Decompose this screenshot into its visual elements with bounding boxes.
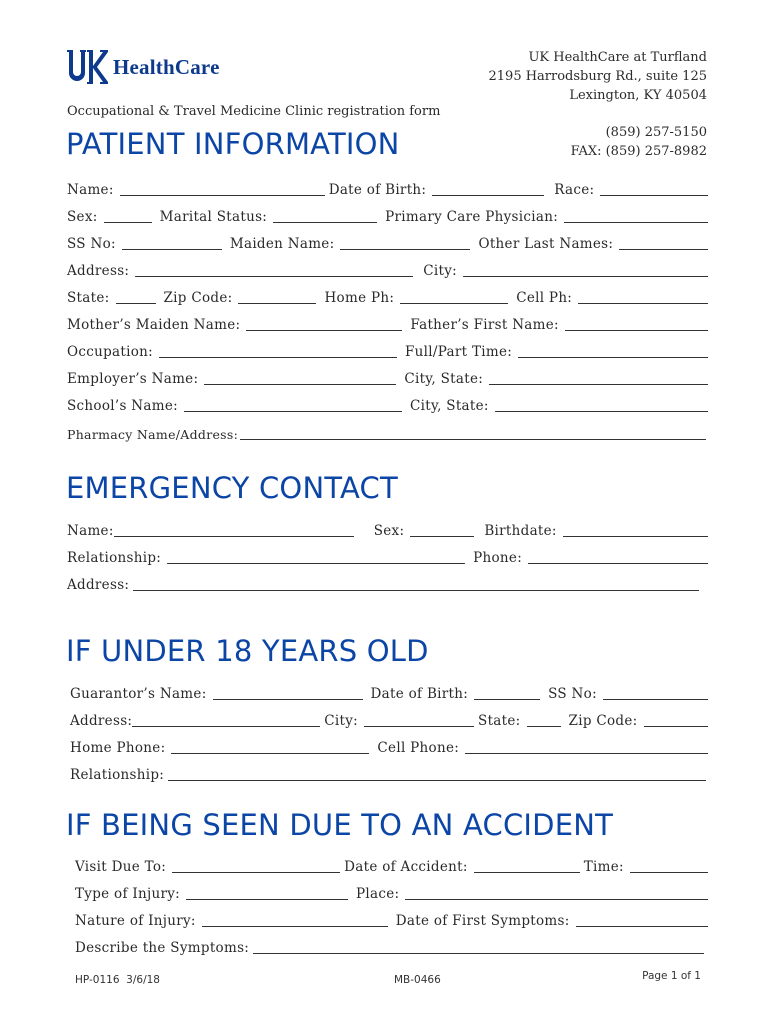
logo-text: HealthCare <box>113 54 220 79</box>
label: State: <box>478 713 521 729</box>
dob-field[interactable] <box>432 181 544 196</box>
label: Guarantor’s Name: <box>70 686 207 702</box>
accident-time-field[interactable] <box>630 858 708 873</box>
patient-row-4 <box>67 261 708 279</box>
guarantor-home-phone-field[interactable] <box>171 739 369 754</box>
label: Time: <box>583 859 624 875</box>
patient-row-7 <box>67 342 708 360</box>
employer-field[interactable] <box>204 370 396 385</box>
label: Address: <box>67 577 130 593</box>
label: City, State: <box>404 371 484 387</box>
label: Primary Care Physician: <box>385 209 559 225</box>
section-title-emergency: EMERGENCY CONTACT <box>66 471 398 505</box>
label: Describe the Symptoms: <box>75 940 250 956</box>
label: Date of First Symptoms: <box>395 913 570 929</box>
uk-healthcare-logo <box>67 48 220 86</box>
patient-row-8 <box>67 369 708 387</box>
home-phone-field[interactable] <box>400 289 508 304</box>
address-line: 2195 Harrodsburg Rd., suite 125 <box>488 69 707 84</box>
label: Visit Due To: <box>75 859 167 875</box>
label: Pharmacy Name/Address: <box>67 427 239 442</box>
accident-date-field[interactable] <box>474 858 580 873</box>
label: Occupation: <box>67 344 153 360</box>
guarantor-cell-phone-field[interactable] <box>465 739 708 754</box>
guarantor-name-field[interactable] <box>213 685 363 700</box>
guarantor-city-field[interactable] <box>364 712 474 727</box>
name-field[interactable] <box>120 181 325 196</box>
label: Sex: <box>67 209 98 225</box>
label: Date of Birth: <box>328 182 427 198</box>
label: Employer’s Name: <box>67 371 199 387</box>
maiden-field[interactable] <box>340 235 470 250</box>
label: Birthdate: <box>484 523 557 539</box>
label: Relationship: <box>70 767 165 783</box>
pcp-field[interactable] <box>564 208 708 223</box>
label: Type of Injury: <box>75 886 181 902</box>
minor-row-2 <box>70 711 708 729</box>
city-field[interactable] <box>463 262 708 277</box>
occupation-field[interactable] <box>159 343 397 358</box>
patient-row-2 <box>67 207 708 225</box>
section-title-patient: PATIENT INFORMATION <box>66 127 400 161</box>
label: Other Last Names: <box>478 236 614 252</box>
cell-phone-field[interactable] <box>578 289 708 304</box>
label: Father’s First Name: <box>410 317 559 333</box>
emergency-row-3 <box>67 575 699 593</box>
clinic-contact <box>571 123 707 161</box>
ssn-field[interactable] <box>122 235 222 250</box>
father-first-field[interactable] <box>565 316 708 331</box>
patient-row-9 <box>67 396 708 414</box>
label: Cell Ph: <box>516 290 573 306</box>
section-title-accident: IF BEING SEEN DUE TO AN ACCIDENT <box>66 808 614 842</box>
label: Home Ph: <box>324 290 395 306</box>
patient-row-10 <box>67 424 708 442</box>
emergency-sex-field[interactable] <box>410 522 474 537</box>
label: Relationship: <box>67 550 162 566</box>
clinic-address <box>489 48 708 105</box>
injury-nature-field[interactable] <box>202 912 388 927</box>
minor-row-3 <box>70 738 708 756</box>
emergency-phone-field[interactable] <box>528 549 708 564</box>
emergency-row-1 <box>67 521 708 539</box>
accident-row-2 <box>75 884 708 902</box>
label: Zip Code: <box>568 713 638 729</box>
label: Sex: <box>373 523 405 539</box>
label: Place: <box>356 886 400 902</box>
school-field[interactable] <box>184 397 402 412</box>
label: Marital Status: <box>159 209 268 225</box>
injury-type-field[interactable] <box>186 885 348 900</box>
label: City, State: <box>410 398 489 414</box>
label: School’s Name: <box>67 398 178 414</box>
label: Date of Accident: <box>344 859 468 875</box>
emergency-address-field[interactable] <box>133 576 699 591</box>
minor-row-1 <box>70 684 708 702</box>
minor-row-4 <box>70 765 706 783</box>
marital-field[interactable] <box>273 208 377 223</box>
school-city-state-field[interactable] <box>495 397 708 412</box>
label: Home Phone: <box>70 740 166 756</box>
pharmacy-field[interactable] <box>240 425 706 440</box>
uk-logo-icon <box>67 48 109 86</box>
label: Address: <box>70 713 133 729</box>
accident-row-3 <box>75 911 708 929</box>
label: City: <box>423 263 458 279</box>
label: Mother’s Maiden Name: <box>67 317 241 333</box>
label: Nature of Injury: <box>75 913 196 929</box>
race-field[interactable] <box>600 181 708 196</box>
symptoms-description-field[interactable] <box>253 939 704 954</box>
form-code: MB-0466 <box>394 974 441 986</box>
label: Full/Part Time: <box>405 344 513 360</box>
sex-field[interactable] <box>104 208 152 223</box>
accident-row-4 <box>75 938 704 956</box>
mother-maiden-field[interactable] <box>246 316 402 331</box>
label: Maiden Name: <box>229 236 335 252</box>
label: Phone: <box>473 550 523 566</box>
accident-row-1 <box>75 857 708 875</box>
form-subtitle: Occupational & Travel Medicine Clinic registration form <box>67 104 441 119</box>
guarantor-state-field[interactable] <box>527 712 561 727</box>
full-part-field[interactable] <box>518 343 708 358</box>
patient-row-5 <box>67 288 708 306</box>
label: SS No: <box>548 686 597 702</box>
visit-due-field[interactable] <box>172 858 340 873</box>
label: Name: <box>67 523 114 539</box>
label: Name: <box>67 182 114 198</box>
clinic-fax: FAX: (859) 257-8982 <box>570 144 707 159</box>
label: Zip Code: <box>163 290 233 306</box>
guarantor-zip-field[interactable] <box>644 712 709 727</box>
label: SS No: <box>67 236 116 252</box>
employer-city-state-field[interactable] <box>489 370 708 385</box>
emergency-row-2 <box>67 548 708 566</box>
patient-row-1 <box>67 180 708 198</box>
label: State: <box>67 290 110 306</box>
accident-place-field[interactable] <box>405 885 708 900</box>
patient-row-3 <box>67 234 708 252</box>
emergency-birthdate-field[interactable] <box>563 522 708 537</box>
label: Cell Phone: <box>377 740 460 756</box>
emergency-name-field[interactable] <box>114 522 354 537</box>
emergency-relationship-field[interactable] <box>167 549 465 564</box>
label: Date of Birth: <box>370 686 469 702</box>
guarantor-dob-field[interactable] <box>474 685 540 700</box>
label: Address: <box>67 263 130 279</box>
guarantor-relationship-field[interactable] <box>168 766 706 781</box>
first-symptoms-date-field[interactable] <box>576 912 708 927</box>
form-id: HP-0116 3/6/18 <box>75 974 160 986</box>
other-last-field[interactable] <box>619 235 708 250</box>
guarantor-address-field[interactable] <box>132 712 320 727</box>
page-number: Page 1 of 1 <box>642 970 701 982</box>
zip-field[interactable] <box>238 289 316 304</box>
label: Race: <box>554 182 595 198</box>
address-line: UK HealthCare at Turfland <box>528 50 707 65</box>
guarantor-ssn-field[interactable] <box>603 685 708 700</box>
section-title-minor: IF UNDER 18 YEARS OLD <box>66 634 429 668</box>
state-field[interactable] <box>116 289 156 304</box>
clinic-phone: (859) 257-5150 <box>605 125 707 140</box>
label: City: <box>324 713 359 729</box>
patient-row-6 <box>67 315 708 333</box>
address-field[interactable] <box>135 262 413 277</box>
address-line: Lexington, KY 40504 <box>569 88 707 103</box>
